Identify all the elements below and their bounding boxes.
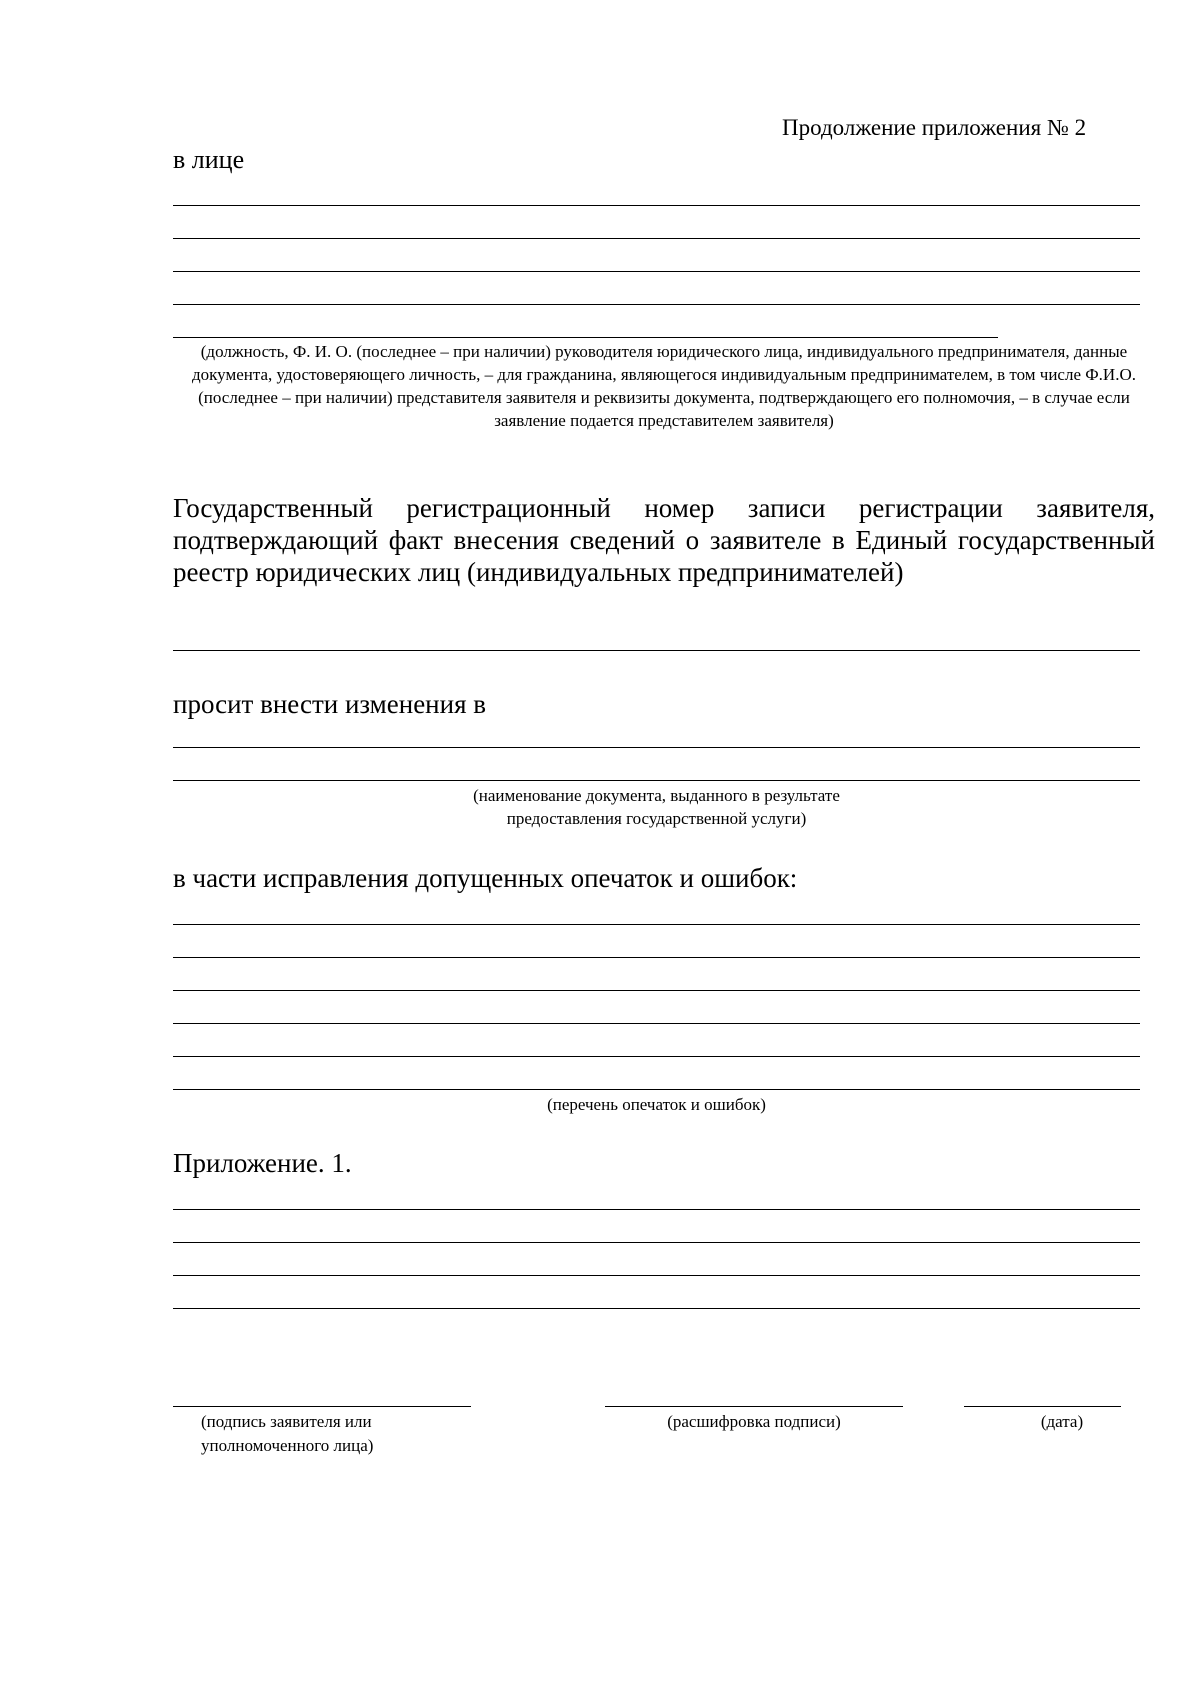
representative-line-5[interactable] bbox=[173, 337, 998, 338]
attachment-line-2[interactable] bbox=[173, 1242, 1140, 1243]
signature-line[interactable] bbox=[173, 1406, 471, 1407]
attachment-line-1[interactable] bbox=[173, 1209, 1140, 1210]
corrections-line-5[interactable] bbox=[173, 1056, 1140, 1057]
attachment-line-3[interactable] bbox=[173, 1275, 1140, 1276]
corrections-line-3[interactable] bbox=[173, 990, 1140, 991]
request-label: просит внести изменения в bbox=[173, 689, 486, 719]
corrections-line-2[interactable] bbox=[173, 957, 1140, 958]
decryption-caption: (расшифровка подписи) bbox=[667, 1412, 841, 1431]
representative-line-2[interactable] bbox=[173, 238, 1140, 239]
request-line-2[interactable] bbox=[173, 780, 1140, 781]
request-caption-2: предоставления государственной услуги) bbox=[506, 809, 807, 828]
representative-caption: (должность, Ф. И. О. (последнее – при наличии) руководителя юридического лица, индивидуального предпринимателя, данные документа, удостоверяющего личность, – для гражданина, являющегося индивидуальным предпринимателем, в том числе Ф.И.О. (последнее – при наличии) представителя заявителя и реквизиты документа, подтверждающего его полномочия, – в случае если заявление подается представителем заявителя) bbox=[192, 342, 1136, 430]
continuation-header: Продолжение приложения № 2 bbox=[782, 115, 1087, 140]
corrections-line-4[interactable] bbox=[173, 1023, 1140, 1024]
representative-label: в лице bbox=[173, 145, 245, 174]
corrections-line-1[interactable] bbox=[173, 924, 1140, 925]
attachment-label: Приложение. 1. bbox=[173, 1148, 352, 1178]
attachment-line-4[interactable] bbox=[173, 1308, 1140, 1309]
request-line-1[interactable] bbox=[173, 747, 1140, 748]
signature-caption-1: (подпись заявителя или bbox=[201, 1412, 372, 1431]
corrections-line-6[interactable] bbox=[173, 1089, 1140, 1090]
signature-caption-2: уполномоченного лица) bbox=[201, 1436, 374, 1455]
corrections-caption: (перечень опечаток и ошибок) bbox=[547, 1095, 766, 1114]
decryption-line[interactable] bbox=[605, 1406, 903, 1407]
representative-line-1[interactable] bbox=[173, 205, 1140, 206]
corrections-label: в части исправления допущенных опечаток и ошибок: bbox=[173, 863, 798, 893]
date-caption: (дата) bbox=[1040, 1412, 1084, 1431]
registration-number-line[interactable] bbox=[173, 650, 1140, 651]
registration-number-label: Государственный регистрационный номер записи регистрации заявителя, подтверждающий факт внесения сведений о заявителе в Единый государственный реестр юридических лиц (индивидуальных предпринимателей) bbox=[173, 493, 1155, 587]
representative-line-3[interactable] bbox=[173, 271, 1140, 272]
request-caption-1: (наименование документа, выданного в результате bbox=[473, 786, 840, 805]
representative-line-4[interactable] bbox=[173, 304, 1140, 305]
date-line[interactable] bbox=[964, 1406, 1121, 1407]
